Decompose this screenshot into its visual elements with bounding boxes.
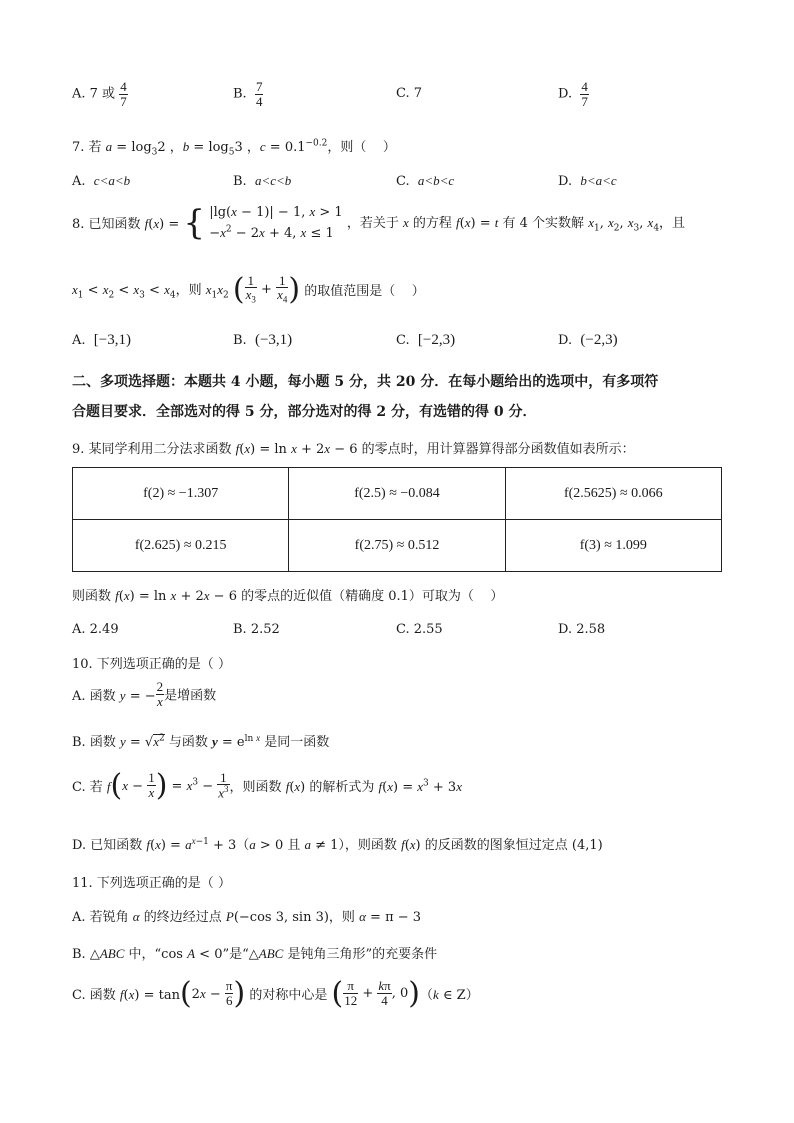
q7-option-b: B. a<c<b [233,173,292,189]
q7-stem: 7. 若 $a = \log_32$ ，$b = \log_53$ ，$c = 0.1^{-0.2}$，则（ ） [72,138,396,158]
q6-option-d: D. $\frac{4}{7}$ [558,79,588,109]
q9-stem: 9. 某同学利用二分法求函数 f(x) = ln x + 2x − 6 的零点时，用计算器算得部分函数值如表所示： [72,441,635,457]
q11-option-b: B. △ABC 中，“cos A < 0”是“△ABC 是钝角三角形”的充要条件 [72,946,438,962]
table-cell: f(2) ≈ −1.307 [73,468,289,520]
q9-after-text: 则函数 f(x) = ln x + 2x − 6 的零点的近似值（精确度 0.1）可取为（ ） [72,588,504,604]
table-cell: f(3) ≈ 1.099 [505,520,721,572]
q9-option-a: A. 2.49 [72,622,119,637]
table-cell: f(2.75) ≈ 0.512 [289,520,505,572]
q7-option-a: A. c<a<b [72,173,131,189]
table-row [73,520,722,572]
q10-option-c: C. 若 f(x − $\frac{1}{x}$ ) = $x^3$ − $\frac{1}{x^3}$ ，则函数 f(x) 的解析式为 $f(x) = x^3 + 3x$ [72,768,462,803]
q10-option-d: D. 已知函数 $f(x) = a^{x-1} + 3(a > 0$ 且 a ≠ 1），则函数 f(x) 的反函数的图象恒过定点 (4,1) [72,835,603,853]
q8-option-a: A. [−3,1) [72,332,131,348]
q6-option-a: A. 7 或 $\frac{4}{7}$ [72,79,127,109]
q8-stem-line2: $x_1 < x_2 < x_3 < x_4$，则 $x_1x_2$ ( $\frac{1}{x_3}$ + $\frac{1}{x_4}$ ) 的取值范围是（ ） [72,272,425,307]
q11-option-c: C. 函数 f(x) = tan(2x − $\frac{\pi}{6}$ ) 的对称中心是 ( $\frac{\pi}{12}$ + $\frac{k\pi}{4}$ , 0)（k ∈ Z） [72,976,479,1011]
q11-stem: 11. 下列选项正确的是（ ） [72,876,231,891]
table-cell: f(2.625) ≈ 0.215 [73,520,289,572]
q10-stem: 10. 下列选项正确的是（ ） [72,657,231,672]
q8-option-b: B. (−3,1) [233,332,293,348]
q9-option-b: B. 2.52 [233,622,280,637]
table-cell: f(2.5) ≈ −0.084 [289,468,505,520]
q9-value-table [72,467,722,572]
q11-option-a: A. 若锐角 α 的终边经过点 P(−cos 3, sin 3)，则 α = π − 3 [72,909,422,925]
section2-line2: 合题目要求．全部选对的得 5 分，部分选对的得 2 分，有选错的得 0 分． [72,404,537,420]
table-row [73,468,722,520]
q8-option-c: C. [−2,3) [396,332,456,348]
table-cell: f(2.5625) ≈ 0.066 [505,468,721,520]
q9-option-d: D. 2.58 [558,622,606,637]
q9-option-c: C. 2.55 [396,622,443,637]
q6-option-c: C. 7 [396,86,423,101]
q8-stem-line1: 8. 已知函数 f(x) = { |lg(x − 1)| − 1, x > 1 $-x^2 - 2x + 4$, x ≤ 1 ，若关于 x 的方程 f(x) = t 有 4 个实数解 $x_1$, $x_2$, $x_3$, $x_4$，且 [72,202,686,243]
q10-option-a: A. 函数 y = − $\frac{2}{x}$ 是增函数 [72,679,217,709]
q8-option-d: D. (−2,3) [558,332,618,348]
q7-option-c: C. a<b<c [396,173,455,189]
q10-option-b: B. 函数 $y = √x^2$ 与函数 $y = e^{ln x}$ 是同一函数 [72,732,330,750]
q6-option-b: B. $\frac{7}{4}$ [233,79,263,109]
section2-line1: 二、多项选择题：本题共 4 小题，每小题 5 分，共 20 分．在每小题给出的选项中，有多项符 [72,374,659,390]
q7-option-d: D. b<a<c [558,173,617,189]
